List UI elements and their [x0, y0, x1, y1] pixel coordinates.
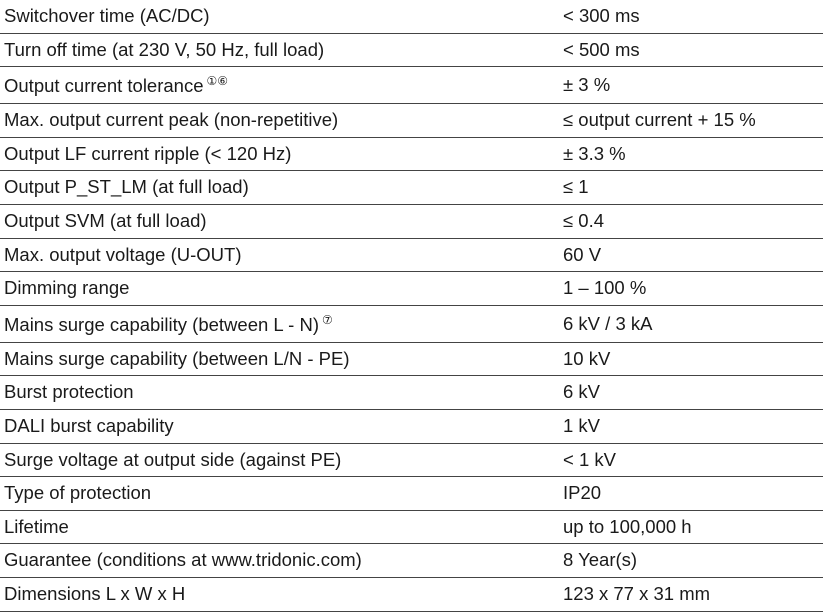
- spec-value: < 300 ms: [556, 0, 823, 33]
- spec-label: [0, 510, 556, 544]
- spec-label-text: Output P_ST_LM (at full load): [4, 176, 249, 198]
- table-row: [0, 137, 823, 171]
- spec-value: 6 kV / 3 kA: [556, 305, 823, 342]
- spec-label: [0, 67, 556, 104]
- spec-label: [0, 104, 556, 138]
- spec-value: ≤ output current + 15 %: [556, 104, 823, 138]
- spec-label: [0, 305, 556, 342]
- spec-label: [0, 477, 556, 511]
- table-row: [0, 204, 823, 238]
- spec-label: [0, 0, 556, 33]
- spec-value: ± 3.3 %: [556, 137, 823, 171]
- spec-value: 10 kV: [556, 342, 823, 376]
- table-row: [0, 443, 823, 477]
- spec-label: [0, 238, 556, 272]
- spec-value: 123 x 77 x 31 mm: [556, 577, 823, 611]
- spec-label-text: DALI burst capability: [4, 414, 174, 436]
- spec-value: < 500 ms: [556, 33, 823, 67]
- table-row: [0, 104, 823, 138]
- spec-label-text: Lifetime: [4, 515, 69, 537]
- spec-value: 1 kV: [556, 409, 823, 443]
- spec-label-text: Burst protection: [4, 381, 134, 403]
- spec-label: [0, 443, 556, 477]
- table-row: [0, 67, 823, 104]
- spec-value: 1 – 100 %: [556, 272, 823, 306]
- spec-label-text: Max. output current peak (non-repetitive): [4, 109, 339, 131]
- spec-label-text: Guarantee (conditions at www.tridonic.com): [4, 549, 362, 571]
- spec-value: ≤ 1: [556, 171, 823, 205]
- footnote-marker: ①⑥: [206, 73, 229, 88]
- spec-value: 6 kV: [556, 376, 823, 410]
- table-row: [0, 342, 823, 376]
- spec-label-text: Dimensions L x W x H: [4, 582, 186, 604]
- spec-label-text: Output LF current ripple (< 120 Hz): [4, 142, 292, 164]
- spec-label-text: Mains surge capability (between L - N): [4, 313, 319, 335]
- spec-label: [0, 342, 556, 376]
- spec-label: [0, 409, 556, 443]
- table-row: [0, 477, 823, 511]
- spec-value: 8 Year(s): [556, 544, 823, 578]
- table-row: [0, 305, 823, 342]
- spec-label: [0, 376, 556, 410]
- spec-label: [0, 204, 556, 238]
- table-row: [0, 272, 823, 306]
- spec-label-text: Output current tolerance: [4, 74, 204, 96]
- spec-label-text: Turn off time (at 230 V, 50 Hz, full load): [4, 38, 325, 60]
- spec-label-text: Output SVM (at full load): [4, 210, 207, 232]
- spec-label: [0, 544, 556, 578]
- spec-value: ≤ 0.4: [556, 204, 823, 238]
- footnote-marker: ⑦: [321, 312, 333, 327]
- table-row: [0, 171, 823, 205]
- spec-label-text: Switchover time (AC/DC): [4, 5, 210, 27]
- spec-label: [0, 33, 556, 67]
- spec-value: ± 3 %: [556, 67, 823, 104]
- table-row: [0, 376, 823, 410]
- spec-value: up to 100,000 h: [556, 510, 823, 544]
- table-row: [0, 0, 823, 33]
- spec-label: [0, 137, 556, 171]
- spec-label-text: Max. output voltage (U-OUT): [4, 243, 242, 265]
- spec-value: 60 V: [556, 238, 823, 272]
- spec-label-text: Surge voltage at output side (against PE): [4, 448, 342, 470]
- table-row: [0, 33, 823, 67]
- table-row: [0, 544, 823, 578]
- table-row: [0, 409, 823, 443]
- spec-label-text: Mains surge capability (between L/N - PE): [4, 347, 350, 369]
- spec-label-text: Type of protection: [4, 482, 152, 504]
- table-row: [0, 510, 823, 544]
- spec-label-text: Dimming range: [4, 277, 130, 299]
- spec-label: [0, 272, 556, 306]
- table-row: [0, 238, 823, 272]
- spec-value: < 1 kV: [556, 443, 823, 477]
- spec-label: [0, 171, 556, 205]
- spec-value: IP20: [556, 477, 823, 511]
